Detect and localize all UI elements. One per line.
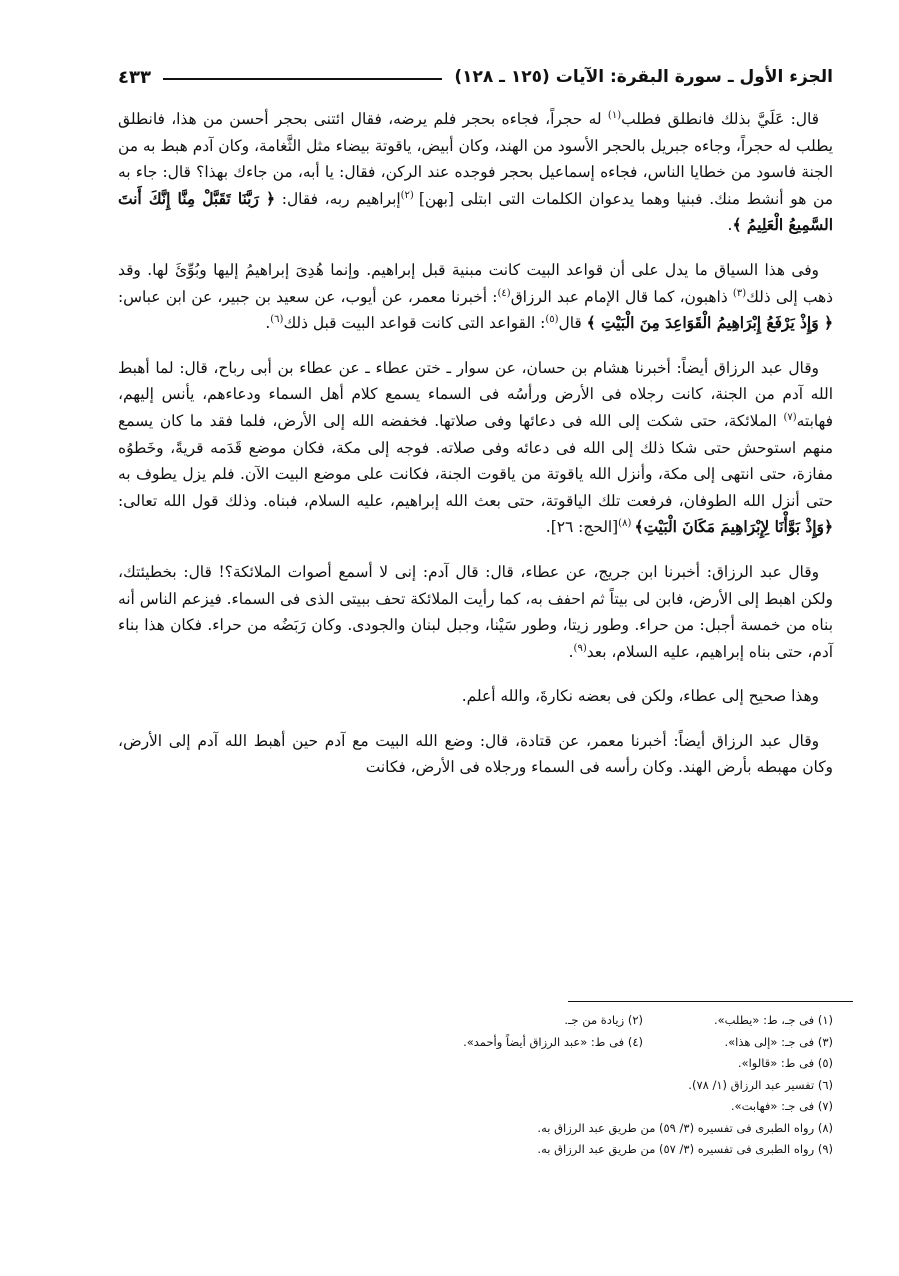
footnote-marker: (٨) [618,518,635,530]
quran-quote: ﴿ رَبَّنَا تَقَبَّلْ مِنَّا إِنَّكَ أَنتَ السَّمِيعُ الْعَلِيمُ ﴾ [118,189,833,235]
text-run: ذاهبون، كما قال الإمام عبد الرزاق [510,287,733,306]
footnote-row [118,1118,833,1140]
footnote-row [118,1075,833,1097]
quran-quote: ﴿ وَإِذْ يَرْفَعُ إِبْرَاهِيمُ الْقَوَاعِدَ مِنَ الْبَيْتِ ﴾ [586,314,833,333]
footnote-separator [568,1001,853,1002]
paragraph [118,257,833,337]
footnote: (٨) رواه الطبرى فى تفسيره (٣/ ٥٩) من طريق عبد الرزاق به. [537,1120,833,1135]
text-run: قال: عَلَيَّ بذلك فانطلق فطلب [621,110,820,128]
text-run: وهذا صحيح إلى عطاء، ولكن فى بعضه نكارةَ، والله أعلم. [461,687,819,706]
footnote-marker: (٢) [400,189,419,201]
footnote-row [118,1032,833,1054]
footnote-marker: (٤) [497,287,511,299]
footnote-row [118,1139,833,1161]
footnote: (٤) فى ط: «عبد الرزاق أيضاً وأحمد». [463,1034,643,1049]
paragraph [118,559,833,665]
paragraph [118,355,833,541]
footnote: (٥) فى ط: «قالوا». [737,1056,833,1070]
paragraph [118,683,833,710]
text-run: [الحج: ٢٦]. [545,518,619,537]
footnote-marker: (٦) [270,314,284,326]
text-run: وقال عبد الرزاق أيضاً: أخبرنا معمر، عن قتادة، قال: وضع الله البيت مع آدم حين أهبط الله آدم إلى الأرض، وكان مهبطه بأرض الهند. وكان رأسه فى السماء ورجلاه فى الأرض، فكانت [118,731,833,777]
text-run: قال [558,314,587,333]
quran-quote: ﴿وَإِذْ بَوَّأْنَا لِإِبْرَاهِيمَ مَكَانَ الْبَيْتِ﴾ [634,518,833,537]
footnote: (٧) فى جـ: «فهابت». [730,1099,833,1113]
footnote: (٩) رواه الطبرى فى تفسيره (٣/ ٥٧) من طريق عبد الرزاق به. [537,1142,833,1156]
text-run: : أخبرنا معمر، عن أيوب، عن سعيد بن جبير، عن ابن عباس: [118,287,498,306]
paragraph [118,106,833,239]
text-run: وقال عبد الرزاق: أخبرنا ابن جريج، عن عطاء، قال: قال آدم: إنى لا أسمع أصوات الملائكة؟! قال: بخطيئتك، ولكن اهبط إلى الأرض، فابن لى بيتاً ثم احفف به، كما رأيت الملائكة تحف ببيتى الذى فى السماء. فيزعم الناس أنه بناه من خمسة أجبل: من حراء. وطور زيتا، وطور سَيْنا، وجبل لبنان والجودى. وكان رَبَضُه من حراء. فكان هذا بناء آدم، حتى بناه إبراهيم، عليه السلام، بعد [118,562,833,661]
text-run: وقال عبد الرزاق أيضاً: أخبرنا هشام بن حسان، عن سوار ـ ختن عطاء ـ عن عطاء بن أبى رباح، قال: لما أهبط الله آدم من الجنة، كانت رجلاه فى الأرض ورأسُه فى السماء يسمع كلام أهل السماء ودعاءهم، يأنس إليهم، فهابته [118,358,833,430]
footnote-marker: (٧) [783,411,797,423]
text-run: وفى هذا السياق ما يدل على أن قواعد البيت كانت مبنية قبل إبراهيم. وإنما هُدِىَ إبراهيمُ إليها وبُوِّئَ لها. وقد ذهب إلى ذلك [118,260,833,306]
footnote-marker: (١) [607,109,622,121]
footnote-row [118,1053,833,1075]
text-run: إبراهيم ربه، فقال: [275,189,401,208]
page-header [118,60,833,94]
main-text [118,106,833,799]
footnote: (٣) فى جـ: «إلى هذا». [724,1034,833,1049]
text-run: : القواعد التى كانت قواعد البيت قبل ذلك [283,314,546,333]
footnote: (٦) تفسير عبد الرزاق (١/ ٧٨). [688,1077,833,1092]
footnotes [118,1010,833,1161]
footnote: (٢) زيادة من جـ. [564,1013,643,1027]
header-rule [163,78,442,80]
paragraph [118,728,833,781]
text-run: . [727,216,733,235]
running-title: الجزء الأول ـ سورة البقرة: الآيات (١٢٥ ـ ١٢٨) [454,67,833,87]
text-run: الملائكة، حتى شكت إلى الله فى دعائها وفى صلاتها. فخفضه الله إلى الأرض، فلما فقد ما كان يسمع منهم استوحش حتى شكا ذلك إلى الله فى دعائه وفى صلاته. فوجه إلى مكة، فكان موضع قَدَمه قريةً، وخَطوُه مفازة، حتى انتهى إلى مكة، وأنزل الله ياقوتة من ياقوت الجنة، فكانت على موضع البيت الآن. فلم يزل يطوف به حتى أنزل الله الطوفان، فرفعت تلك الياقوتة، حتى بعث الله إبراهيم، عليه السلام، فبناه. وذلك قول الله تعالى: [118,411,833,510]
footnote-marker: (٩) [573,642,587,654]
footnote-row [118,1010,833,1032]
text-run: . [568,642,574,661]
page-number: ٤٣٣ [118,66,151,88]
text-run: . [265,314,271,333]
footnote-marker: (٥) [545,314,559,326]
text-run: له حجراً، فجاءه بحجر فلم يرضه، فقال ائتنى بحجر أحسن من هذا، فانطلق يطلب له حجراً، وجاءه جبريل بالحجر الأسود من الهند، وكان أبيض، ياقوتة بيضاء مثل الثَّغامة، وكان آدم هبط به من الجنة فاسود من خطايا الناس، فجاءه إسماعيل بحجر فوجده عند الركن، فقال: يا أبه، من جاءك بهذا؟ قال: جاء به من هو أنشط منك. فبنيا وهما يدعوان الكلمات التى ابتلى [بهن] [118,110,833,208]
footnote-row [118,1096,833,1118]
footnote: (١) فى جـ، ط: «يطلب». [713,1013,833,1027]
footnote-marker: (٣) [732,287,747,299]
